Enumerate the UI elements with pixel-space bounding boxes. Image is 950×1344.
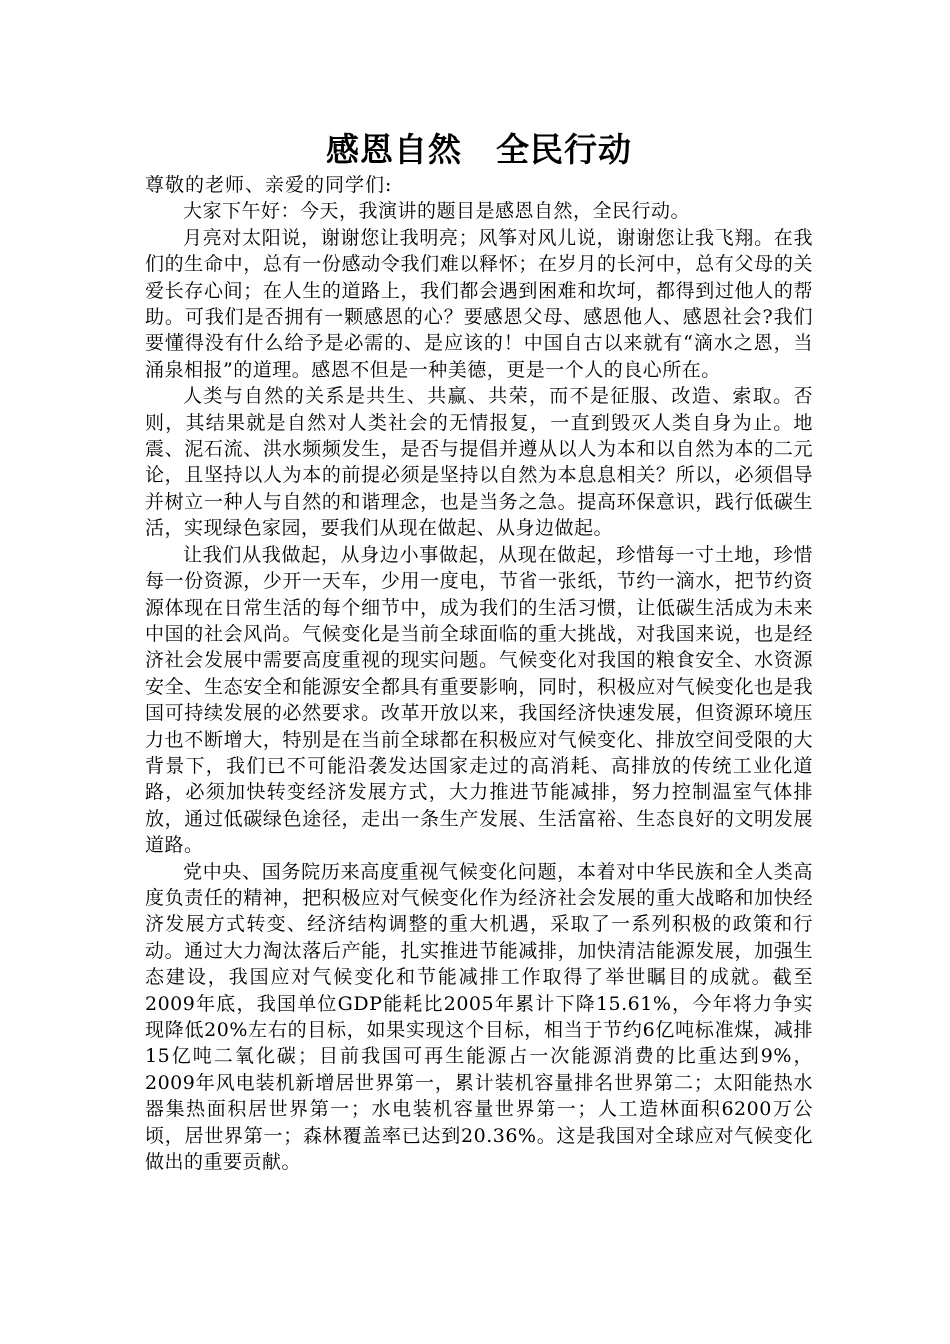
paragraph-human-nature: 人类与自然的关系是共生、共赢、共荣，而不是征服、改造、索取。否则，其结果就是自然对人类社会的无情报复，一直到毁灭人类自身为止。地震、泥石流、洪水频频发生，是否与提倡并遵从以人为本和以自然为本的二元论，且坚持以人为本的前提必须是坚持以自然为本息息相关？所以，必须倡导并树立一种人与自然的和谐理念，也是当务之急。提高环保意识，践行低碳生活，实现绿色家园，要我们从现在做起、从身边做起。: [145, 385, 813, 540]
paragraph-low-carbon: 让我们从我做起，从身边小事做起，从现在做起，珍惜每一寸土地，珍惜每一份资源，少开一天车，少用一度电，节省一张纸，节约一滴水，把节约资源体现在日常生活的每个细节中，成为我们的生活习惯，让低碳生活成为未来中国的社会风尚。气候变化是当前全球面临的重大挑战，对我国来说，也是经济社会发展中需要高度重视的现实问题。气候变化对我国的粮食安全、水资源安全、生态安全和能源安全都具有重要影响，同时，积极应对气候变化也是我国可持续发展的必然要求。改革开放以来，我国经济快速发展，但资源环境压力也不断增大，特别是在当前全球都在积极应对气候变化、排放空间受限的大背景下，我们已不可能沿袭发达国家走过的高消耗、高排放的传统工业化道路，必须加快转变经济发展方式，大力推进节能减排，努力控制温室气体排放，通过低碳绿色途径，走出一条生产发展、生活富裕、生态良好的文明发展道路。: [145, 543, 813, 857]
paragraph-climate-policy: 党中央、国务院历来高度重视气候变化问题，本着对中华民族和全人类高度负责任的精神，把积极应对气候变化作为经济社会发展的重大战略和加快经济发展方式转变、经济结构调整的重大机遇，采取了一系列积极的政策和行动。通过大力淘汰落后产能，扎实推进节能减排，加快清洁能源发展，加强生态建设，我国应对气候变化和节能减排工作取得了举世瞩目的成就。截至2009年底，我国单位GDP能耗比2005年累计下降15.61%，今年将力争实现降低20%左右的目标，如果实现这个目标，相当于节约6亿吨标准煤，减排15亿吨二氧化碳；目前我国可再生能源占一次能源消费的比重达到9%，2009年风电装机新增居世界第一，累计装机容量排名世界第二；太阳能热水器集热面积居世界第一；水电装机容量世界第一；人工造林面积6200万公顷，居世界第一；森林覆盖率已达到20.36%。这是我国对全球应对气候变化做出的重要贡献。: [145, 860, 813, 1174]
document-page: [145, 128, 813, 1175]
greeting-line: 尊敬的老师、亲爱的同学们:: [145, 174, 393, 196]
paragraph-opening: 大家下午好：今天，我演讲的题目是感恩自然，全民行动。: [183, 200, 691, 223]
document-title: 感恩自然 全民行动: [326, 130, 632, 169]
paragraph-gratitude: 月亮对太阳说，谢谢您让我明亮；风筝对风儿说，谢谢您让我飞翔。在我们的生命中，总有一份感动令我们难以释怀；在岁月的长河中，总有父母的关爱长存心间；在人生的道路上，我们都会遇到困难和坎坷，都得到过他人的帮助。可我们是否拥有一颗感恩的心？要感恩父母、感恩他人、感恩社会?我们要懂得没有什么给予是必需的、是应该的！中国自古以来就有“滴水之恩，当涌泉相报”的道理。感恩不但是一种美德，更是一个人的良心所在。: [145, 226, 813, 381]
